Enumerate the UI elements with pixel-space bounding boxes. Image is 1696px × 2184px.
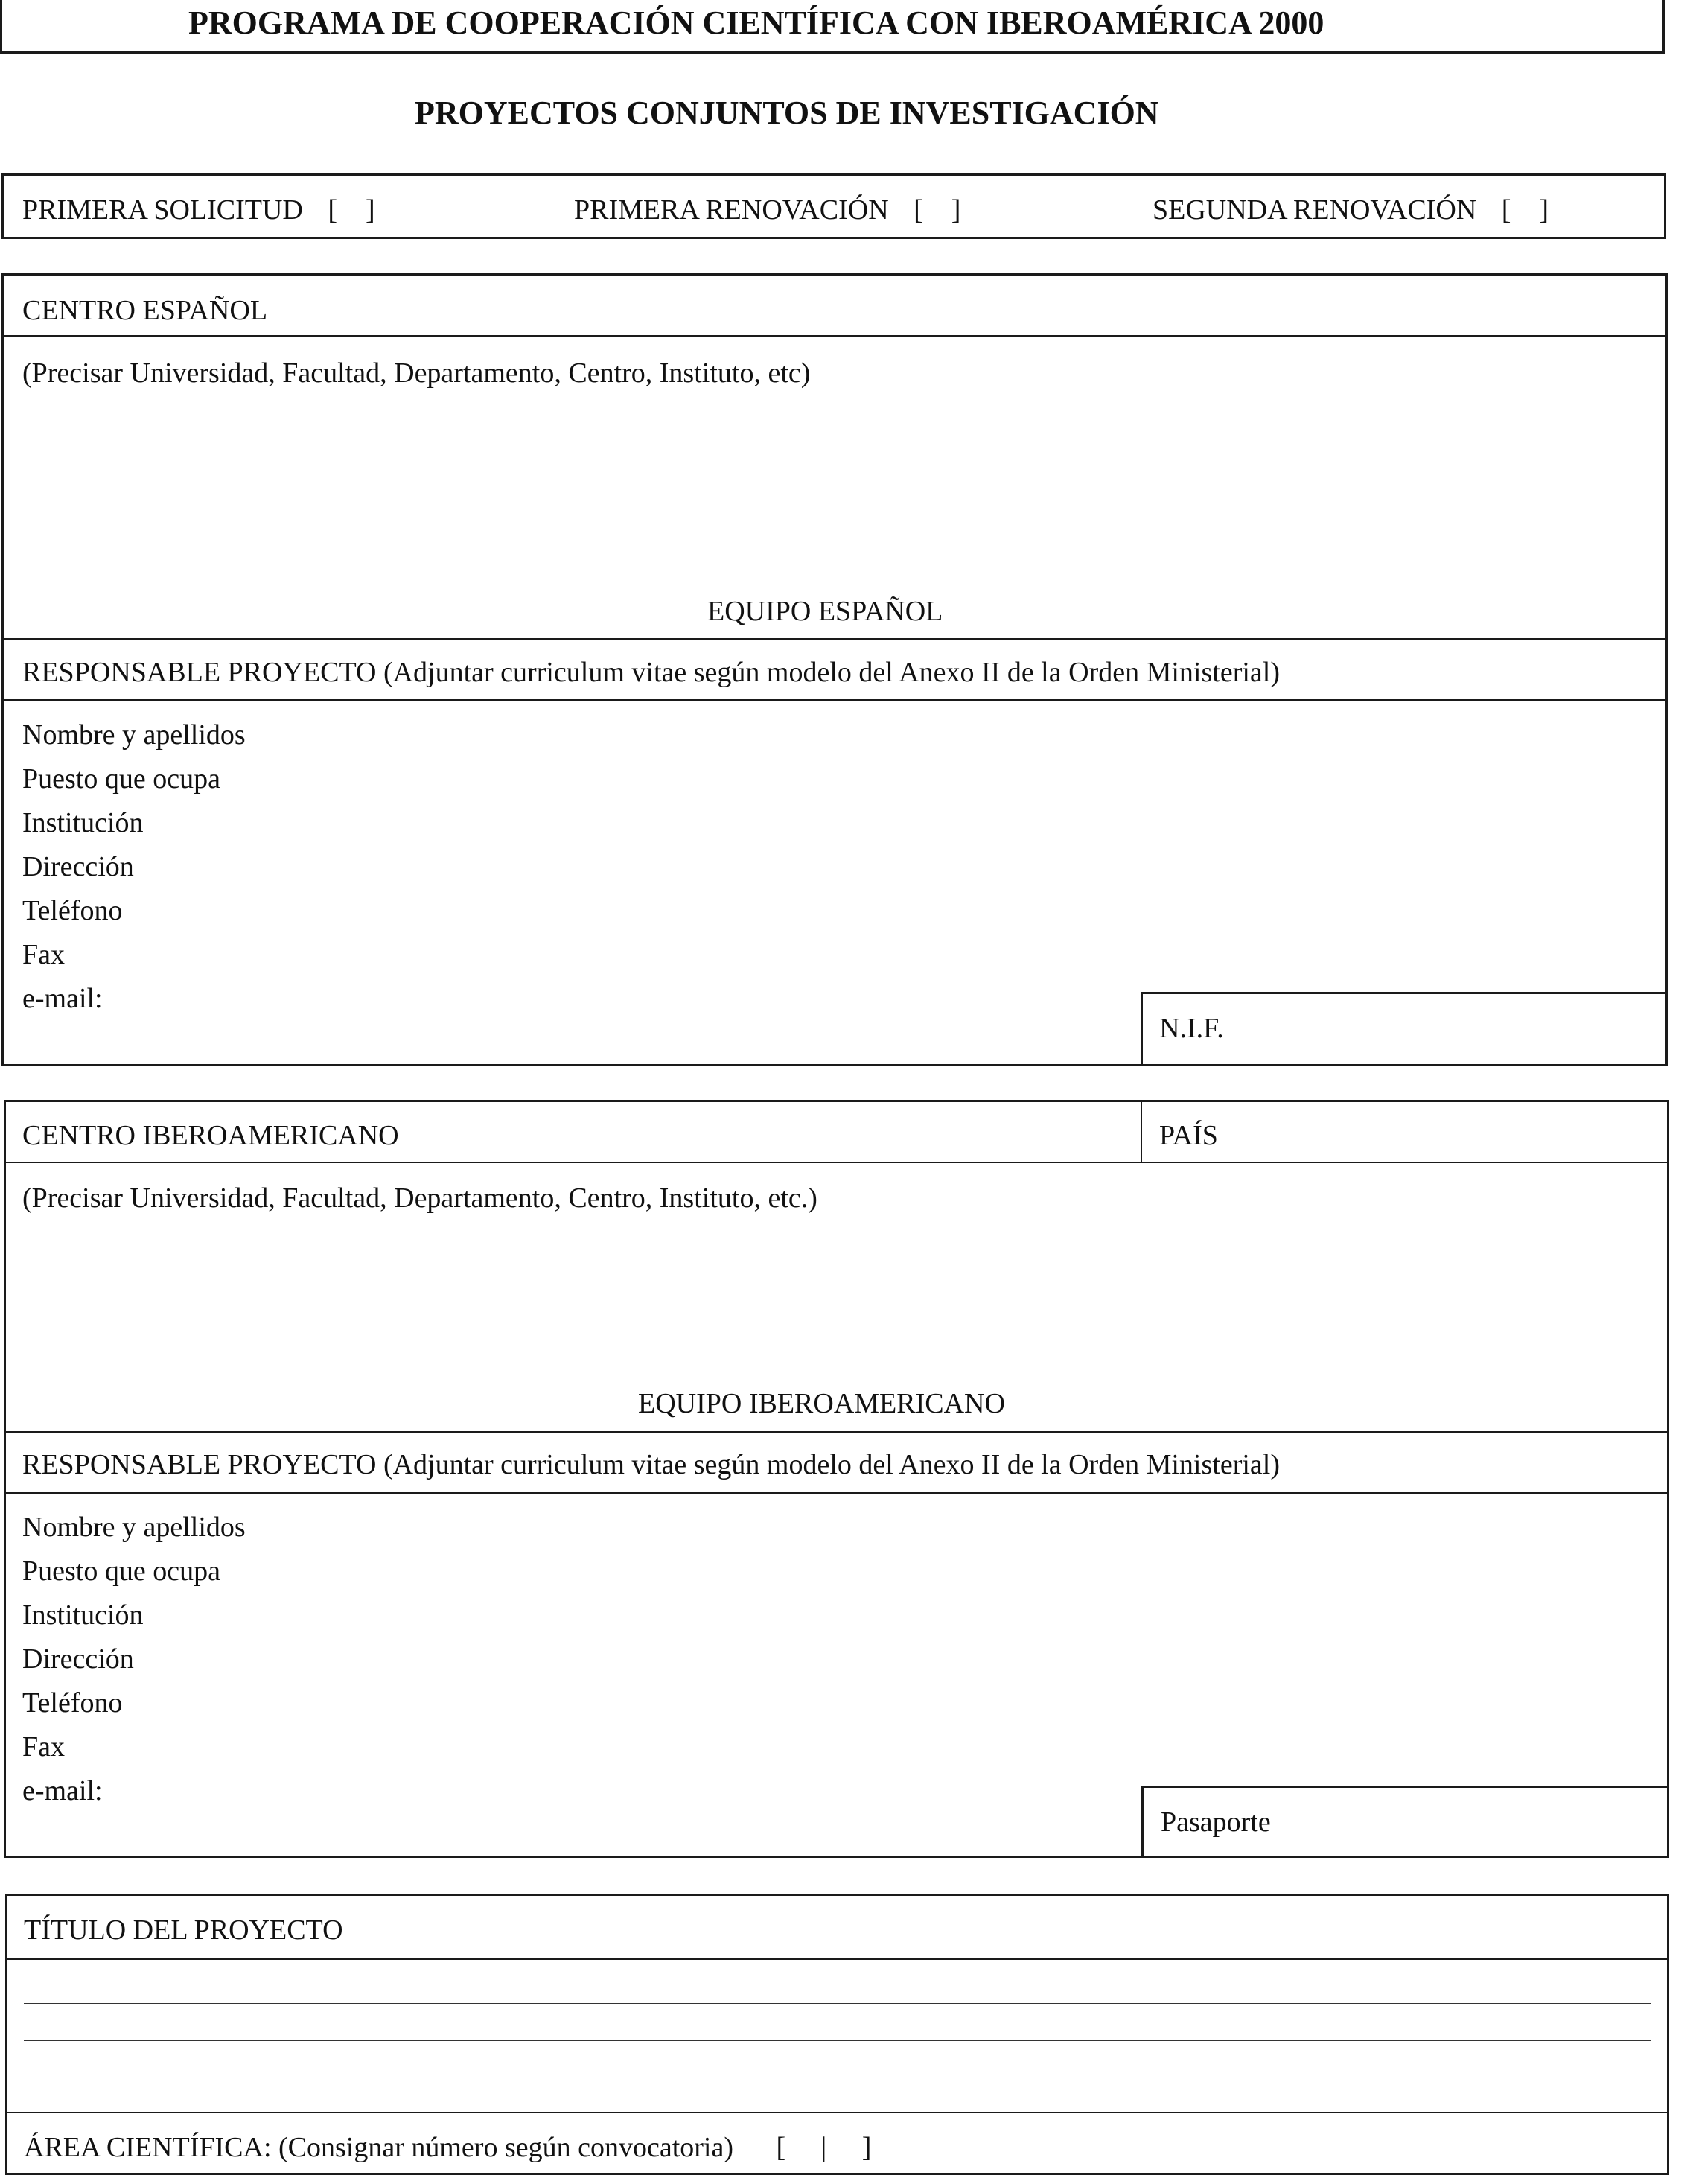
spanish-center-hint[interactable]: (Precisar Universidad, Facultad, Departamento, Centro, Instituto, etc)	[22, 357, 811, 389]
address-field[interactable]: Dirección	[22, 851, 134, 882]
spanish-responsible-heading: RESPONSABLE PROYECTO (Adjuntar curriculum vitae según modelo del Anexo II de la Orden Ministerial)	[22, 657, 1280, 688]
divider	[4, 1162, 1669, 1163]
divider	[4, 1431, 1669, 1433]
email-field[interactable]: e-mail:	[22, 1775, 103, 1806]
scientific-area-code-box[interactable]: [ | ]	[776, 2132, 872, 2163]
second-renewal-checkbox[interactable]: [ ]	[1501, 194, 1549, 226]
scientific-area-label: ÁREA CIENTÍFICA: (Consignar número según convocatoria)	[24, 2132, 733, 2163]
phone-field[interactable]: Teléfono	[22, 895, 123, 926]
divider	[1141, 1100, 1142, 1162]
address-field[interactable]: Dirección	[22, 1643, 134, 1675]
email-field[interactable]: e-mail:	[22, 983, 103, 1014]
first-request-label: PRIMERA SOLICITUD	[22, 194, 303, 226]
nif-label: N.I.F.	[1159, 1013, 1224, 1044]
project-title-label: TÍTULO DEL PROYECTO	[24, 1914, 343, 1946]
divider	[1, 638, 1668, 640]
phone-field[interactable]: Teléfono	[22, 1687, 123, 1719]
second-renewal-option[interactable]	[1153, 196, 1549, 224]
institution-field[interactable]: Institución	[22, 807, 144, 838]
country-label[interactable]: PAÍS	[1159, 1120, 1218, 1151]
first-renewal-checkbox[interactable]: [ ]	[914, 194, 961, 226]
first-renewal-label: PRIMERA RENOVACIÓN	[574, 194, 889, 226]
divider	[5, 1958, 1669, 1960]
ibero-team-heading: EQUIPO IBEROAMERICANO	[638, 1388, 1005, 1419]
ibero-center-hint[interactable]: (Precisar Universidad, Facultad, Departamento, Centro, Instituto, etc.)	[22, 1182, 817, 1214]
spanish-center-heading: CENTRO ESPAÑOL	[22, 295, 268, 326]
fax-field[interactable]: Fax	[22, 1731, 65, 1763]
program-title: PROGRAMA DE COOPERACIÓN CIENTÍFICA CON IBEROAMÉRICA 2000	[188, 4, 1324, 41]
institution-field[interactable]: Institución	[22, 1599, 144, 1631]
spanish-team-heading: EQUIPO ESPAÑOL	[707, 596, 943, 627]
name-field[interactable]: Nombre y apellidos	[22, 719, 246, 751]
project-title-line[interactable]	[24, 2003, 1651, 2004]
name-field[interactable]: Nombre y apellidos	[22, 1512, 246, 1543]
scientific-area-row	[24, 2133, 871, 2162]
form-subtitle: PROYECTOS CONJUNTOS DE INVESTIGACIÓN	[415, 95, 1159, 131]
spanish-responsible-fields	[22, 713, 246, 1021]
fax-field[interactable]: Fax	[22, 939, 65, 970]
ibero-center-heading: CENTRO IBEROAMERICANO	[22, 1120, 399, 1151]
ibero-responsible-heading: RESPONSABLE PROYECTO (Adjuntar curriculum vitae según modelo del Anexo II de la Orden Ministerial)	[22, 1449, 1280, 1480]
second-renewal-label: SEGUNDA RENOVACIÓN	[1153, 194, 1477, 226]
divider	[1, 335, 1668, 337]
position-field[interactable]: Puesto que ocupa	[22, 1556, 220, 1587]
first-request-checkbox[interactable]: [ ]	[328, 194, 375, 226]
divider	[5, 2112, 1669, 2113]
project-title-line[interactable]	[24, 2040, 1651, 2041]
divider	[1, 699, 1668, 701]
position-field[interactable]: Puesto que ocupa	[22, 763, 220, 795]
ibero-responsible-fields	[22, 1506, 246, 1813]
passport-label: Pasaporte	[1161, 1806, 1271, 1838]
first-request-option[interactable]	[22, 196, 375, 224]
divider	[4, 1492, 1669, 1494]
first-renewal-option[interactable]	[574, 196, 960, 224]
